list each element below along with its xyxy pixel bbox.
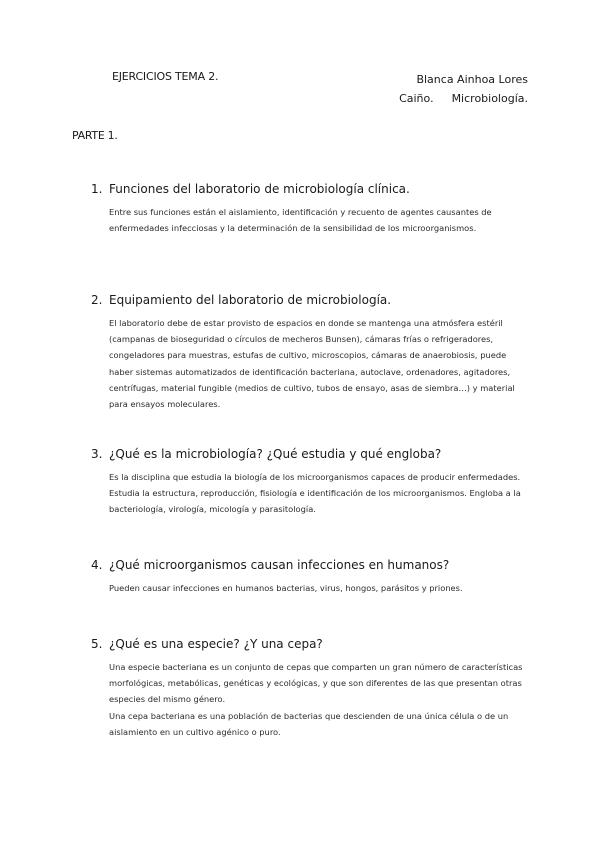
question-number: 1. (91, 182, 103, 196)
question-heading (91, 292, 531, 308)
question-section-4 (91, 557, 531, 596)
question-number: 4. (91, 558, 103, 572)
answer-paragraph: Pueden causar infecciones en humanos bacterias, virus, hongos, parásitos y priones. (109, 583, 463, 593)
answer-text (109, 204, 531, 236)
question-text: ¿Qué es una especie? ¿Y una cepa? (109, 637, 323, 651)
question-heading (91, 446, 531, 462)
answer-paragraph: El laboratorio debe de estar provisto de espacios en donde se mantenga una atmósfera estéril (campanas de bioseguridad o círculos de mecheros Bunsen), cámaras frías o refrigeradores, congeladores para muestras, estufas de cultivo, microscopios, cámaras de anaerobiosis, puede haber sistemas automatizados de identificación bacteriana, autoclave, ordenadores, agitadores, centrífugas, material fungible (medios de cultivo, tubos de ensayo, asas de siembra…) y material para ensayos moleculares. (109, 318, 515, 410)
author-block (328, 70, 528, 108)
answer-paragraph: Una especie bacteriana es un conjunto de cepas que comparten un gran número de características morfológicas, metabólicas, genéticas y ecológicas, y que son diferentes de las que presentan otras especies del mismo género. (109, 662, 523, 705)
question-number: 5. (91, 637, 103, 651)
question-heading (91, 636, 531, 652)
answer-text (109, 580, 531, 596)
question-text: ¿Qué es la microbiología? ¿Qué estudia y qué engloba? (109, 447, 442, 461)
question-text: Funciones del laboratorio de microbiología clínica. (109, 182, 410, 196)
question-section-1 (91, 181, 531, 236)
document-title: EJERCICIOS TEMA 2. (112, 70, 219, 83)
author-name: Blanca Ainhoa Lores (416, 73, 528, 86)
question-section-3 (91, 446, 531, 518)
answer-text (109, 469, 531, 518)
answer-text (109, 659, 531, 740)
question-heading (91, 181, 531, 197)
question-number: 2. (91, 293, 103, 307)
question-number: 3. (91, 447, 103, 461)
answer-paragraph: Entre sus funciones están el aislamiento, identificación y recuento de agentes causantes de enfermedades infecciosas y la determinación de la sensibilidad de los microorganismos. (109, 207, 492, 234)
subject-name: Microbiología. (451, 92, 528, 105)
question-text: ¿Qué microorganismos causan infecciones en humanos? (109, 558, 450, 572)
question-heading (91, 557, 531, 573)
author-surname: Caiño. (399, 92, 434, 105)
question-section-5 (91, 636, 531, 740)
part-label: PARTE 1. (72, 129, 118, 142)
question-section-2 (91, 292, 531, 412)
answer-paragraph: Una cepa bacteriana es una población de bacterias que descienden de una única célula o de un aislamiento en un cultivo agénico o puro. (109, 710, 509, 737)
answer-paragraph: Es la disciplina que estudia la biología de los microorganismos capaces de producir enfermedades. Estudia la estructura, reproducción, fisiología e identificación de los microorganismos. Engloba a la bacteriología, virología, micología y parasitología. (109, 472, 521, 515)
answer-text (109, 315, 531, 412)
question-text: Equipamiento del laboratorio de microbiología. (109, 293, 392, 307)
